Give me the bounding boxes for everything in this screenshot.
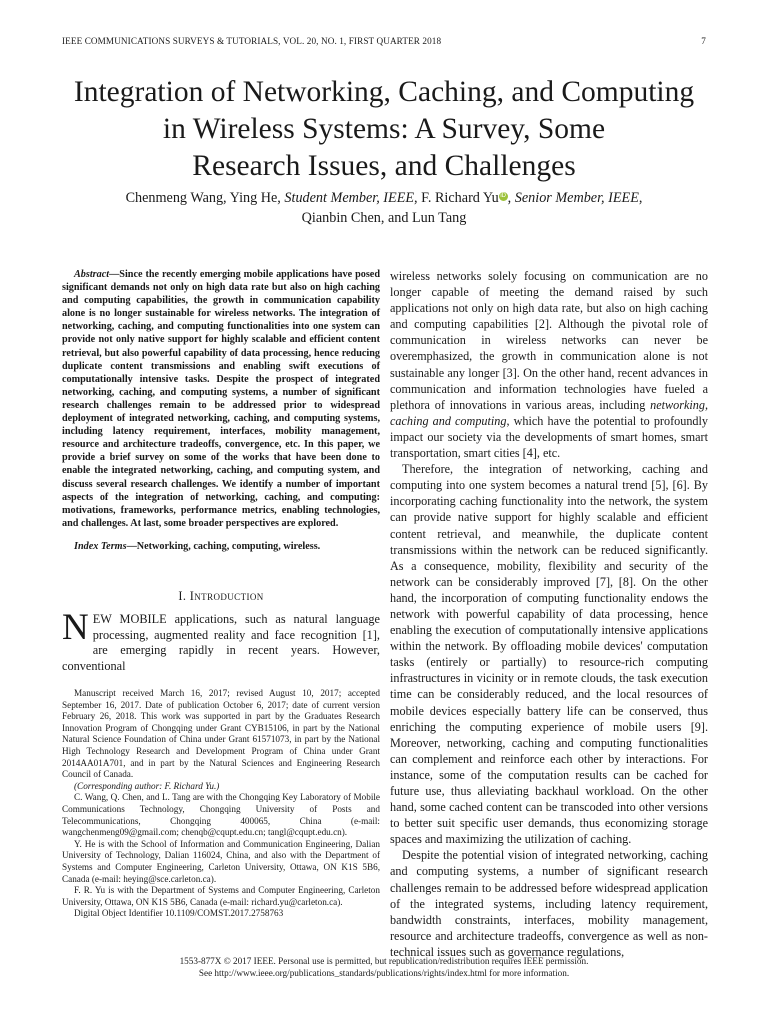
body-paragraph — [390, 268, 708, 461]
footnote-affiliation: C. Wang, Q. Chen, and L. Tang are with the Chongqing Key Laboratory of Mobile Communications Technology, Chongqing University of Posts and Telecommunications, Chongqing 400065, China (e-mail: wangchenmeng09@gmail.com; chenqb@cqupt.edu.cn; tangl@cqupt.edu.cn). — [62, 792, 380, 838]
footnote-funding: Manuscript received March 16, 2017; revised August 10, 2017; accepted September 16, 2017. Date of publication October 6, 2017; date of current version February 26, 2018. This work was supported in part by the Graduates Research Innovation Program of Chongqing under Grant CYB15106, in part by the National Natural Science Foundation of China under Grant 61571073, in part by the National High Technology Research and Development Program of China under Grant 2014AA01A701, and in part by the Natural Sciences and Engineering Research Council of Canada. — [62, 688, 380, 780]
author-role: Student Member, IEEE — [284, 190, 415, 206]
author-role: Senior Member, IEEE — [514, 190, 639, 206]
section-title: Introduction — [189, 588, 264, 603]
corresponding-author: (Corresponding author: F. Richard Yu.) — [74, 780, 220, 791]
author-line-2: Qianbin Chen, and Lun Tang — [301, 210, 467, 226]
body-text: , which have the potential to profoundly impact our society via the developments of smart homes, smart transportation, smart cities [4], etc. — [390, 413, 708, 461]
title-line-1: Integration of Networking, Caching, and Computing — [73, 76, 695, 108]
intro-caps: EW MOBILE — [92, 612, 167, 627]
footnotes — [62, 688, 380, 920]
section-number: I. — [178, 588, 190, 603]
authors-text: , F. Richard Yu — [414, 190, 499, 206]
title-line-2: in Wireless Systems: A Survey, Some — [162, 113, 606, 145]
body-text: wireless networks solely focusing on communication are no longer capable of meeting the demand raised by such applications not only on high data rate, but also on high caching and computing capabilities [2]. Although the pivotal role of communication in wireless networks can never be overemphasized, the growth in communication alone is not sustainable any longer [3]. On the other hand, recent advances in communication and information technologies have fueled a plethora of innovations in various areas, including — [390, 269, 708, 412]
abstract-text: —Since the recently emerging mobile applications have posed significant demands not only on high data rate but also on high caching and computing capabilities, the growth in communication capability alone is no longer sustainable for wireless networks. The integration of networking, caching, and computing functionalities into one system can provide not only native support for highly scalable and efficient content retrieval, but also powerful capability of data processing, hence reducing duplicate content transmissions and enabling swift executions of computationally intensive tasks. Despite the prospect of integrated networking, caching, and computing systems, a number of significant research challenges remain to be addressed prior to widespread deployment of integrated networking, caching, and computing systems, including latency requirement, interfaces, mobility management, resource and architecture tradeoffs, convergence, etc. In this paper, we provide a brief survey on some of the works that have been done to enable the integrated networking, caching, and computing system, and discuss several research challenges. We identify a number of important aspects of the integration of networking, caching, and computing: motivations, frameworks, performance metrics, enabling technologies, and challenges. At last, some broader perspectives are explored. — [62, 269, 380, 529]
title-line-3: Research Issues, and Challenges — [192, 150, 576, 182]
rights-link[interactable]: See http://www.ieee.org/publications_standards/publications/rights/index.html for more information. — [198, 967, 570, 978]
page-number: 7 — [701, 36, 706, 46]
author-list — [40, 188, 728, 228]
left-column — [62, 268, 380, 920]
authors-text: , — [507, 190, 515, 206]
intro-text: applications, such as natural language processing, augmented reality and face recognition [1], are emerging rapidly in recent years. However, conventional — [62, 612, 380, 673]
index-terms-text: —Networking, caching, computing, wireless. — [126, 540, 321, 552]
orcid-icon[interactable]: iD — [500, 193, 506, 199]
emphasis-text: networking, caching and computing — [390, 397, 708, 428]
copyright-footer — [62, 956, 706, 979]
footnote-affiliation: F. R. Yu is with the Department of Systems and Computer Engineering, Carleton University, Ottawa, ON K1S 5B6, Canada (e-mail: richard.yu@carleton.ca). — [62, 885, 380, 907]
journal-info: IEEE COMMUNICATIONS SURVEYS & TUTORIALS, VOL. 20, NO. 1, FIRST QUARTER 2018 — [62, 36, 442, 46]
copyright-line: 1553-877X © 2017 IEEE. Personal use is permitted, but republication/redistribution requires IEEE permission. — [179, 956, 589, 966]
footnote-doi[interactable]: Digital Object Identifier 10.1109/COMST.2017.2758763 — [74, 908, 284, 919]
authors-text: , — [638, 190, 643, 206]
paper-title — [40, 74, 728, 185]
intro-paragraph — [62, 607, 380, 674]
section-heading — [62, 589, 380, 604]
index-terms — [62, 540, 380, 553]
index-terms-label: Index Terms — [74, 540, 127, 552]
footnote-affiliation: Y. He is with the School of Information and Communication Engineering, Dalian University of Technology, Dalian 116024, China, and also with the Department of Systems and Computer Engineering, Carleton University, Ottawa, ON K1S 5B6, Canada (e-mail: heying@sce.carleton.ca). — [62, 838, 380, 884]
running-head — [62, 36, 706, 46]
footnote-corresponding — [62, 781, 380, 793]
right-column — [390, 268, 708, 960]
author-line-1 — [40, 188, 728, 208]
body-paragraph: Despite the potential vision of integrated networking, caching and computing systems, a number of significant research challenges remain to be addressed before widespread application of the integrated systems, including latency requirement, bandwidth constraints, interfaces, mobility management, resource and architecture tradeoffs, convergence as well as non-technical issues such as governance regulations, — [390, 848, 708, 959]
abstract-label: Abstract — [74, 269, 110, 280]
authors-text: Chenmeng Wang, Ying He, — [125, 190, 285, 206]
abstract — [62, 268, 380, 530]
drop-cap: N — [62, 607, 89, 649]
body-paragraph: Therefore, the integration of networking, caching and computing into one system becomes a natural trend [5], [6]. By incorporating caching functionality into the network, the system can provide native support for highly scalable and efficient content retrieval, and meanwhile, the duplicate content transmissions within the network can be reduced significantly. As a consequence, mobility, flexibility and security of the network can be considerably improved [7], [8]. On the other hand, the incorporation of computing functionality endows the network with powerful capability of data processing, hence enabling the execution of computationally intensive applications within the network. By offloading mobile devices' computation tasks (entirely or partially) to resource-rich computing infrastructures in vicinity or in remote clouds, the task execution time can be considerably reduced, and the local resources of mobile devices especially battery life can be conserved, thus enriching the computing experience of mobile users [9]. Moreover, networking, caching and computing functionalities can complement and reinforce each other by interactions. For instance, some of the computation results can be cached for future use, thus alleviating backhaul workload. On the other hand, some cached content can be transcoded into other versions to better suit specific user demands, thus economizing storage spaces and maximizing the utilization of caching. — [390, 462, 708, 847]
